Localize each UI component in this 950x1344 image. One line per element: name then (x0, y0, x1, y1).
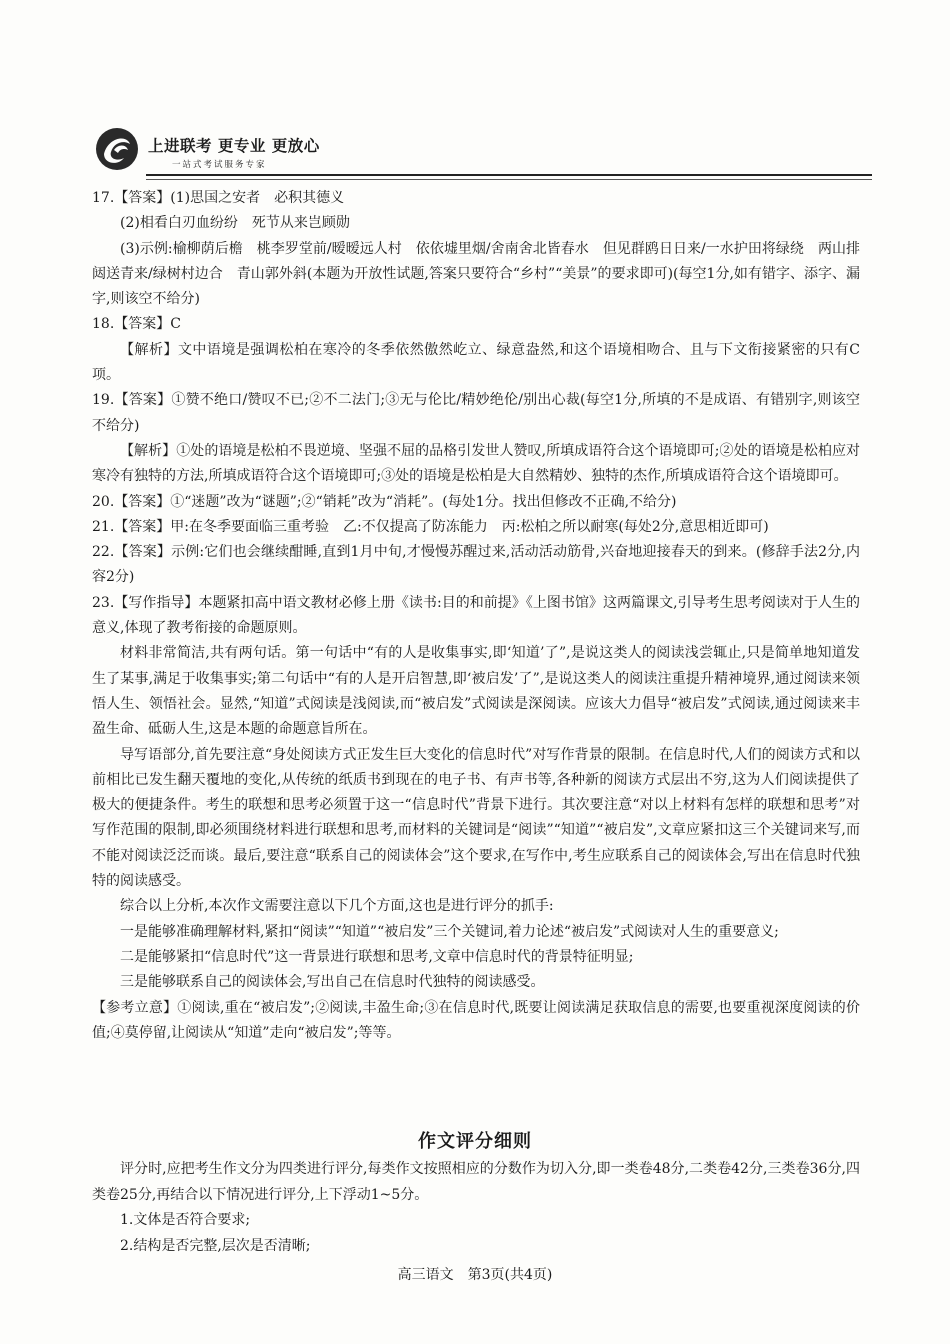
answer-17-line-1: 17.【答案】(1)思国之安者 必积其德义 (92, 190, 345, 206)
q23-paragraph: 导写语部分,首先要注意“身处阅读方式正发生巨大变化的信息时代”对写作背景的限制。在信息时代,人们的阅读方式和以前相比已发生翻天覆地的变化,从传统的纸质书到现在的电子书、有声书等,各种新的阅读方式层出不穷,这为人们阅读提供了极大的便捷条件。考生的联想和思考必须置于这一“信息时代”背景下进行。其次要注意“对以上材料有怎样的联想和思考”对写作范围的限制,即必须围绕材料进行联想和思考,而材料的关键词是“阅读”“知道”“被启发”,文章应紧扣这三个关键词来写,而不能对阅读泛泛而谈。最后,要注意“联系自己的阅读体会”这个要求,在写作中,考生应联系自己的阅读体会,写出在信息时代独特的阅读感受。 (92, 746, 860, 890)
answer-content (92, 186, 860, 1046)
page-header (92, 118, 872, 180)
answer-21: 21.【答案】甲:在冬季要面临三重考验 乙:不仅提高了防冻能力 丙:松柏之所以耐寒(每处2分,意思相近即可) (92, 518, 769, 535)
answer-23-guide: 23.【写作指导】本题紧扣高中语文教材必修上册《读书:目的和前提》《上图书馆》这两篇课文,引导考生思考阅读对于人生的意义,体现了教考衔接的命题原则。 (92, 594, 860, 637)
q23-paragraph: 三是能够联系自己的阅读体会,写出自己在信息时代独特的阅读感受。 (120, 974, 545, 991)
scoring-title: 作文评分细则 (418, 1131, 532, 1152)
answer-20: 20.【答案】①“迷题”改为“谜题”;②“销耗”改为“消耗”。(每处1分。找出但修改不正确,不给分) (92, 493, 677, 510)
scoring-item: 2.结构是否完整,层次是否清晰; (120, 1237, 311, 1254)
answer-19-line-1: 19.【答案】①赞不绝口/赞叹不已;②不二法门;③无与伦比/精妙绝伦/别出心裁(每空1分,所填的不是成语、有错别字,则该空不给分) (92, 392, 860, 434)
answer-19-analysis: 【解析】①处的语境是松柏不畏逆境、坚强不屈的品格引发世人赞叹,所填成语符合这个语境即可;②处的语境是松柏应对寒冷有独特的方法,所填成语符合这个语境即可;③处的语境是松柏是大自然精妙、独特的杰作,所填成语符合这个语境即可。 (92, 442, 860, 485)
q23-paragraph: 一是能够准确理解材料,紧扣“阅读”“知道”“被启发”三个关键词,着力论述“被启发”式阅读对人生的重要意义; (120, 923, 779, 940)
q23-paragraph: 综合以上分析,本次作文需要注意以下几个方面,这也是进行评分的抓手: (120, 898, 554, 915)
header-rule-thin (146, 179, 872, 180)
reference-ideas: 【参考立意】①阅读,重在“被启发”;②阅读,丰盈生命;③在信息时代,既要让阅读满足获取信息的需要,也要重视深度阅读的价值;④莫停留,让阅读从“知道”走向“被启发”;等等。 (92, 999, 860, 1041)
header-rule (146, 174, 872, 176)
answer-17-line-3: (3)示例:榆柳荫后檐 桃李罗堂前/暧暧远人村 依依墟里烟/舍南舍北皆春水 但见群鸥日日来/一水护田将绿绕 两山排闼送青来/绿树村边合 青山郭外斜(本题为开放性试题,答案只要符合“乡村”“美景”的要求即可)(每空1分,如有错字、添字、漏字,则该空不给分) (92, 240, 860, 308)
answer-17-line-2: (2)相看白刃血纷纷 死节从来岂顾勋 (120, 215, 350, 232)
answer-18-line-1: 18.【答案】C (92, 316, 181, 333)
brand-subtitle: 一站式考试服务专家 (172, 160, 267, 170)
swirl-logo-icon (94, 126, 140, 172)
scoring-rules (92, 1157, 860, 1259)
answer-22: 22.【答案】示例:它们也会继续酣睡,直到1月中旬,才慢慢苏醒过来,活动活动筋骨,兴奋地迎接春天的到来。(修辞手法2分,内容2分) (92, 544, 860, 586)
brand-slogan: 上进联考 更专业 更放心 (148, 137, 320, 155)
scoring-item: 1.文体是否符合要求; (120, 1212, 251, 1228)
q23-paragraph: 材料非常简洁,共有两句话。第一句话中“有的人是收集事实,即‘知道’了”,是说这类人的阅读浅尝辄止,只是简单地知道发生了某事,满足于收集事实;第二句话中“有的人是开启智慧,即‘被启发’了”,是说这类人的阅读注重提升精神境界,通过阅读来领悟人生、领悟社会。显然,“知道”式阅读是浅阅读,而“被启发”式阅读是深阅读。应该大力倡导“被启发”式阅读,通过阅读来丰盈生命、砥砺人生,这是本题的命题意旨所在。 (92, 645, 860, 738)
answer-18-analysis: 【解析】文中语境是强调松柏在寒冷的冬季依然傲然屹立、绿意盎然,和这个语境相吻合、且与下文衔接紧密的只有C项。 (92, 341, 860, 384)
q23-paragraph: 二是能够紧扣“信息时代”这一背景进行联想和思考,文章中信息时代的背景特征明显; (120, 948, 634, 965)
scoring-intro: 评分时,应把考生作文分为四类进行评分,每类作文按照相应的分数作为切入分,即一类卷48分,二类卷42分,三类卷36分,四类卷25分,再结合以下情况进行评分,上下浮动1~5分。 (92, 1161, 860, 1203)
page-footer: 高三语文 第3页(共4页) (397, 1267, 553, 1283)
